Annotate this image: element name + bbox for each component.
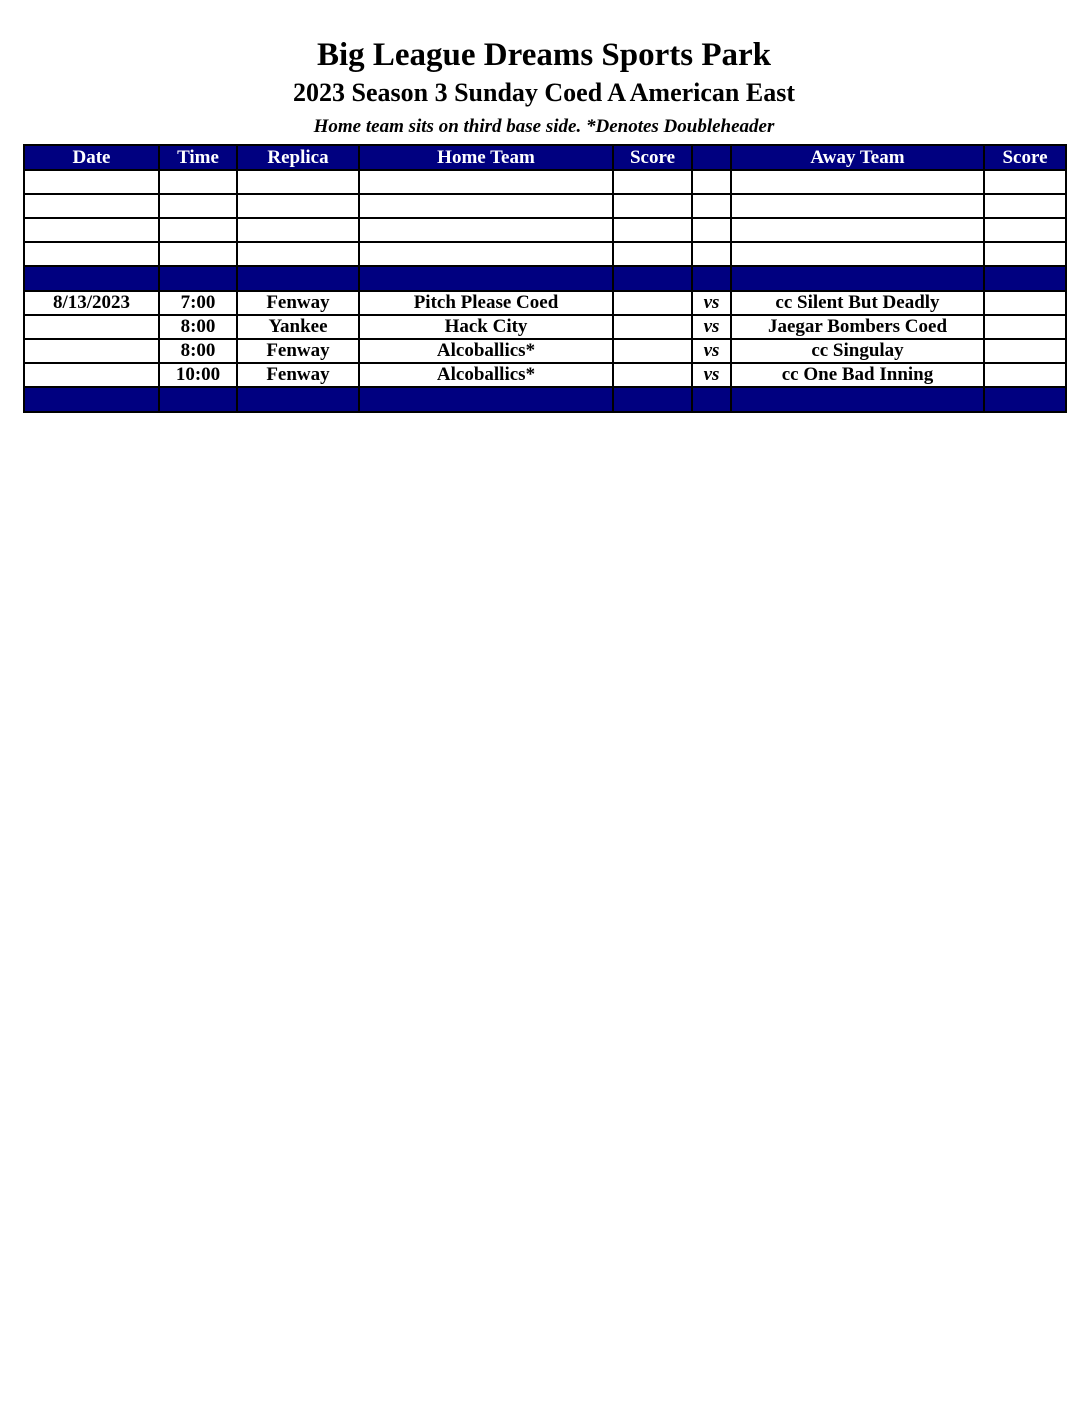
home-score bbox=[613, 291, 692, 315]
home-score bbox=[613, 363, 692, 387]
column-header-home-score: Score bbox=[613, 145, 692, 170]
empty-cell bbox=[359, 194, 613, 218]
separator-cell bbox=[24, 266, 159, 291]
empty-cell bbox=[984, 242, 1066, 266]
empty-cell bbox=[24, 170, 159, 194]
separator-cell bbox=[237, 266, 359, 291]
game-replica: Fenway bbox=[237, 339, 359, 363]
versus-label: vs bbox=[692, 339, 731, 363]
away-team: cc One Bad Inning bbox=[731, 363, 984, 387]
game-time: 10:00 bbox=[159, 363, 237, 387]
separator-row bbox=[24, 266, 1066, 291]
home-team: Pitch Please Coed bbox=[359, 291, 613, 315]
away-team: Jaegar Bombers Coed bbox=[731, 315, 984, 339]
empty-cell bbox=[692, 242, 731, 266]
separator-cell bbox=[359, 266, 613, 291]
empty-cell bbox=[359, 242, 613, 266]
home-team: Alcoballics* bbox=[359, 339, 613, 363]
home-team: Alcoballics* bbox=[359, 363, 613, 387]
empty-cell bbox=[359, 218, 613, 242]
empty-cell bbox=[731, 242, 984, 266]
empty-cell bbox=[692, 218, 731, 242]
home-score bbox=[613, 339, 692, 363]
column-header-home-team: Home Team bbox=[359, 145, 613, 170]
separator-cell bbox=[237, 387, 359, 412]
game-date bbox=[24, 363, 159, 387]
column-header-time: Time bbox=[159, 145, 237, 170]
away-team: cc Singulay bbox=[731, 339, 984, 363]
column-header-vs bbox=[692, 145, 731, 170]
versus-label: vs bbox=[692, 363, 731, 387]
game-row bbox=[24, 363, 1066, 387]
empty-cell bbox=[359, 170, 613, 194]
empty-cell bbox=[237, 218, 359, 242]
empty-row bbox=[24, 242, 1066, 266]
empty-cell bbox=[159, 194, 237, 218]
versus-label: vs bbox=[692, 315, 731, 339]
empty-cell bbox=[237, 242, 359, 266]
separator-cell bbox=[692, 387, 731, 412]
separator-cell bbox=[984, 266, 1066, 291]
away-score bbox=[984, 315, 1066, 339]
empty-cell bbox=[731, 170, 984, 194]
game-replica: Yankee bbox=[237, 315, 359, 339]
game-time: 7:00 bbox=[159, 291, 237, 315]
empty-cell bbox=[731, 194, 984, 218]
empty-cell bbox=[984, 218, 1066, 242]
empty-cell bbox=[984, 170, 1066, 194]
column-header-date: Date bbox=[24, 145, 159, 170]
empty-row bbox=[24, 170, 1066, 194]
away-team: cc Silent But Deadly bbox=[731, 291, 984, 315]
table-header-row bbox=[24, 145, 1066, 170]
game-time: 8:00 bbox=[159, 339, 237, 363]
empty-cell bbox=[237, 194, 359, 218]
separator-cell bbox=[24, 387, 159, 412]
separator-cell bbox=[613, 266, 692, 291]
column-header-away-score: Score bbox=[984, 145, 1066, 170]
schedule-subtitle: 2023 Season 3 Sunday Coed A American East bbox=[292, 78, 796, 107]
game-replica: Fenway bbox=[237, 363, 359, 387]
separator-cell bbox=[359, 387, 613, 412]
separator-cell bbox=[731, 387, 984, 412]
empty-cell bbox=[731, 218, 984, 242]
game-row bbox=[24, 315, 1066, 339]
game-date: 8/13/2023 bbox=[24, 291, 159, 315]
empty-cell bbox=[159, 242, 237, 266]
empty-cell bbox=[159, 170, 237, 194]
home-team: Hack City bbox=[359, 315, 613, 339]
game-date bbox=[24, 339, 159, 363]
empty-cell bbox=[24, 242, 159, 266]
separator-cell bbox=[731, 266, 984, 291]
empty-cell bbox=[24, 218, 159, 242]
separator-cell bbox=[159, 266, 237, 291]
empty-cell bbox=[613, 218, 692, 242]
column-header-replica: Replica bbox=[237, 145, 359, 170]
game-replica: Fenway bbox=[237, 291, 359, 315]
empty-cell bbox=[613, 194, 692, 218]
schedule-note: Home team sits on third base side. *Denotes Doubleheader bbox=[313, 116, 775, 137]
away-score bbox=[984, 363, 1066, 387]
separator-cell bbox=[613, 387, 692, 412]
game-date bbox=[24, 315, 159, 339]
empty-cell bbox=[613, 242, 692, 266]
versus-label: vs bbox=[692, 291, 731, 315]
empty-row bbox=[24, 218, 1066, 242]
game-row bbox=[24, 291, 1066, 315]
separator-cell bbox=[692, 266, 731, 291]
page-title: Big League Dreams Sports Park bbox=[316, 37, 772, 73]
game-time: 8:00 bbox=[159, 315, 237, 339]
empty-row bbox=[24, 194, 1066, 218]
empty-cell bbox=[984, 194, 1066, 218]
home-score bbox=[613, 315, 692, 339]
column-header-away-team: Away Team bbox=[731, 145, 984, 170]
empty-cell bbox=[159, 218, 237, 242]
empty-cell bbox=[692, 170, 731, 194]
away-score bbox=[984, 339, 1066, 363]
separator-cell bbox=[159, 387, 237, 412]
game-row bbox=[24, 339, 1066, 363]
empty-cell bbox=[692, 194, 731, 218]
empty-cell bbox=[24, 194, 159, 218]
separator-cell bbox=[984, 387, 1066, 412]
schedule-table bbox=[23, 144, 1067, 413]
empty-cell bbox=[613, 170, 692, 194]
empty-cell bbox=[237, 170, 359, 194]
separator-row bbox=[24, 387, 1066, 412]
away-score bbox=[984, 291, 1066, 315]
